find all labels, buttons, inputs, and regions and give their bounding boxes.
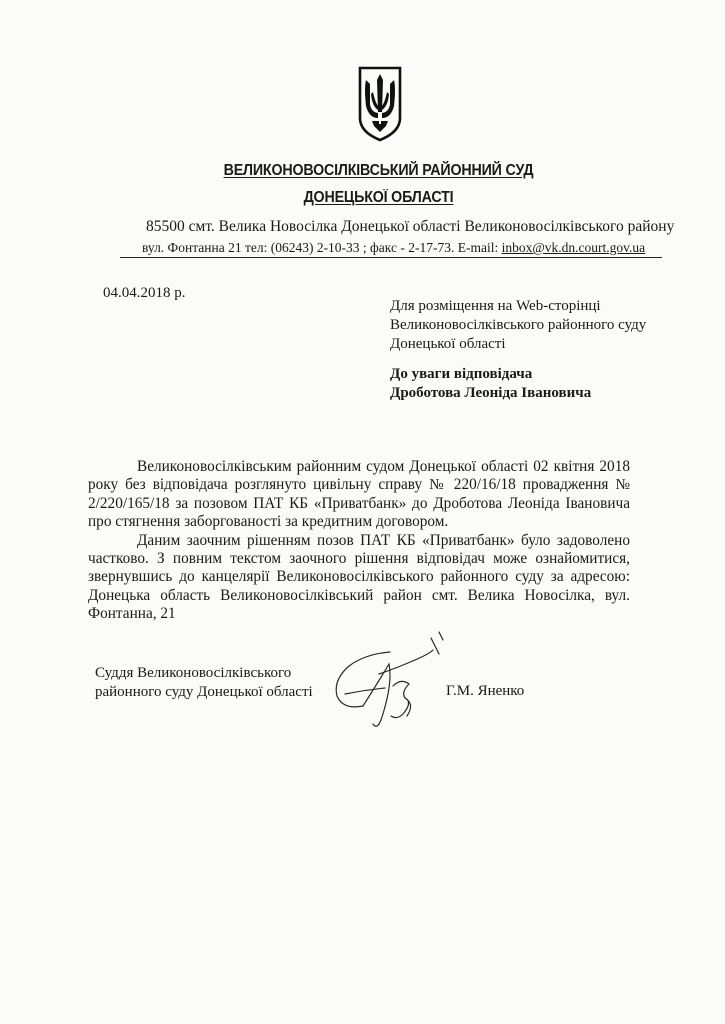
attention-block: [390, 365, 591, 403]
handwritten-signature-icon: [305, 624, 465, 744]
addressee-name: Дроботова Леоніда Івановича: [390, 385, 592, 401]
court-name-line1: ВЕЛИКОНОВОСІЛКІВСЬКИЙ РАЙОННИЙ СУД: [223, 162, 534, 179]
placement-line: Великоновосілківського районного суду: [390, 317, 647, 333]
body-paragraph: Даним заочним рішенням позов ПАТ КБ «Приватбанк» було задоволено частково. З повним текстом заочного рішення відповідач може ознайомитися, звернувшись до канцелярії Великоновосілківського районного суду за адресою: Донецька область Великоновосілківський район смт. Велика Новосілка, вул. Фонтанна, 21: [88, 531, 630, 623]
document-date: 04.04.2018 р.: [103, 285, 186, 301]
court-address: 85500 смт. Велика Новосілка Донецької області Великоновосілківського району: [146, 218, 675, 235]
trident-coat-of-arms-icon: [357, 66, 403, 142]
email-link[interactable]: inbox@vk.dn.court.gov.ua: [501, 240, 646, 255]
judge-name: Г.М. Яненко: [446, 683, 525, 699]
placement-line: Для розміщення на Web-сторінці: [390, 298, 601, 314]
judge-title-line: районного суду Донецької області: [95, 684, 313, 700]
contact-text: вул. Фонтанна 21 тел: (06243) 2-10-33 ; факс - 2-17-73. E-mail:: [142, 240, 502, 255]
header-divider: [120, 257, 662, 258]
notice-body: [88, 458, 630, 624]
attention-line: До уваги відповідача: [390, 366, 533, 382]
court-contacts: [142, 240, 645, 256]
court-name-line2: ДОНЕЦЬКОЇ ОБЛАСТІ: [303, 189, 454, 206]
judge-title: [95, 664, 313, 702]
placement-note: [390, 297, 646, 354]
judge-title-line: Суддя Великоновосілківського: [95, 665, 292, 681]
body-paragraph: Великоновосілківським районним судом Донецької області 02 квітня 2018 року без відповідача розглянуто цивільну справу № 220/16/18 провадження № 2/220/165/18 за позовом ПАТ КБ «Приватбанк» до Дроботова Леоніда Івановича про стягнення заборгованості за кредитним договором.: [88, 458, 630, 531]
placement-line: Донецької області: [390, 336, 506, 352]
